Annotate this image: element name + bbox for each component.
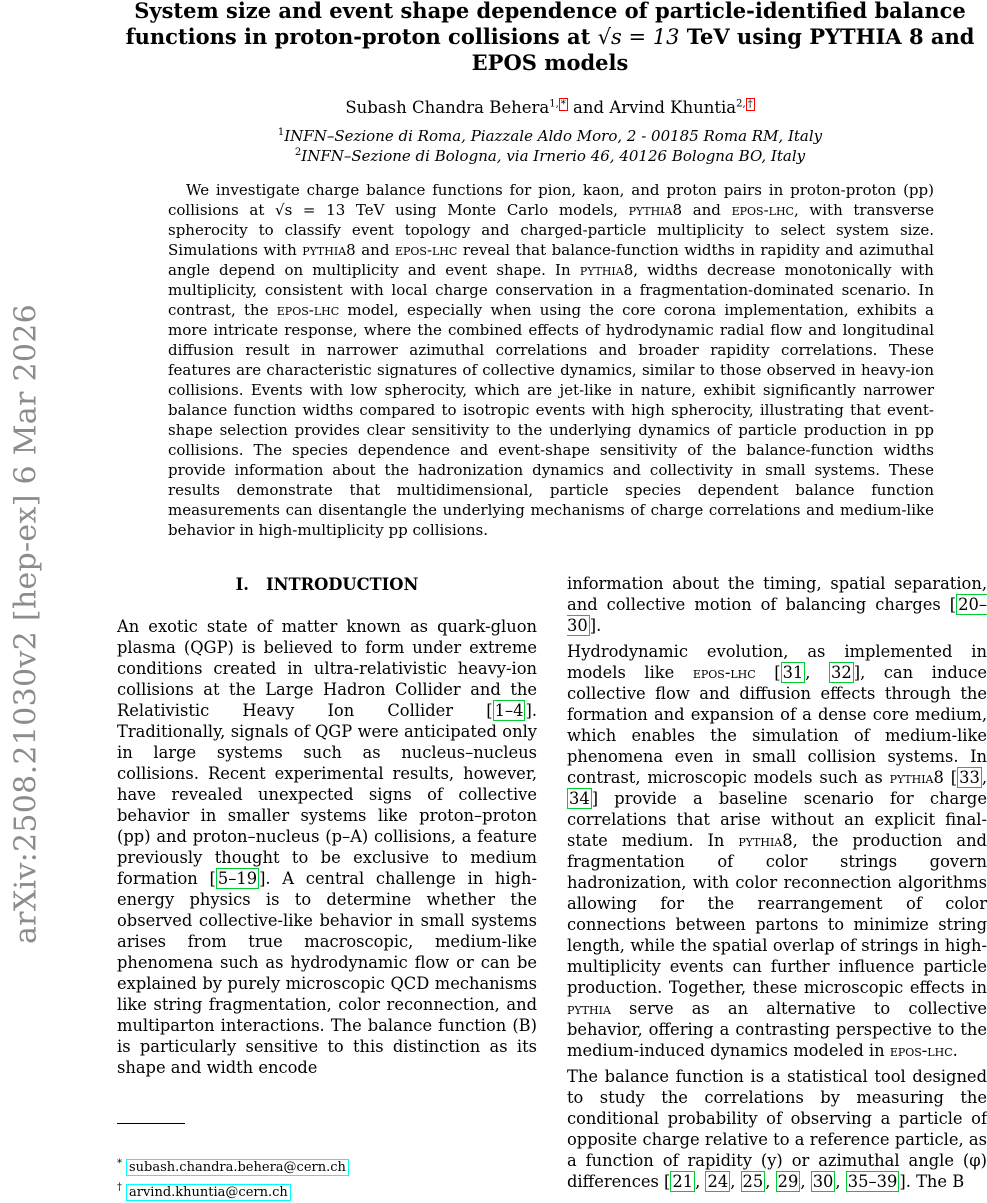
column-left xyxy=(117,574,537,1078)
citation-link[interactable]: 1–4 xyxy=(494,701,524,720)
footnote-1: * subash.chandra.behera@cern.ch xyxy=(117,1154,349,1178)
email-link-1[interactable]: subash.chandra.behera@cern.ch xyxy=(126,1159,349,1176)
title-line-3: EPOS models xyxy=(471,50,629,75)
footnotes xyxy=(117,1154,349,1203)
email-link-2[interactable]: arvind.khuntia@cern.ch xyxy=(126,1184,291,1201)
arxiv-sidebar xyxy=(0,0,52,980)
intro-paragraph-1: An exotic state of matter known as quark-gluon plasma (QGP) is believed to form under extreme conditions created in ultra-relativistic heavy-ion collisions at the Large Hadron Collider and the Relativistic Heavy Ion Collider [ 1–4 ]. Traditionally, signals of QGP were anticipated only in large systems such as nucleus–nucleus collisions. Recent experimental results, however, have revealed unexpected signs of collective behavior in smaller systems like proton–proton (pp) and proton–nucleus (p–A) collisions, a feature previously thought to be exclusive to medium formation [ 5–19 ]. A central challenge in high-energy physics is to determine whether the observed collective-like behavior in small systems arises from true macroscopic, medium-like phenomena such as hydrodynamic flow or can be explained by purely microscopic QCD mechanisms like string fragmentation, color reconnection, and multiparton interactions. The balance function (B) is particularly sensitive to this distinction as its shape and width encode xyxy=(117,617,538,1077)
affiliation-1: $^1$INFN–Sezione di Roma, Piazzale Aldo Moro, 2 - 00185 Roma RM, Italy xyxy=(277,127,823,145)
citation-link[interactable]: 33 xyxy=(959,768,980,787)
title-line-2: functions in proton-proton collisions at √s = 13 TeV using PYTHIA 8 and xyxy=(125,24,975,49)
column-right xyxy=(567,573,987,1192)
citation-link[interactable]: 21 xyxy=(672,1172,694,1191)
intro-paragraph-3: The balance function is a statistical tool designed to study the correlations by measuring the conditional probability of observing a particle of opposite charge relative to a reference particle, as a function of rapidity (y) or azimuthal angle (φ) differences [ 21 , 24 , 25 , 29 , 30 , 35–39 ]. The B xyxy=(567,1067,987,1191)
author-2: Arvind Khuntia xyxy=(609,98,737,117)
section-heading: I. INTRODUCTION xyxy=(235,575,419,594)
intro-paragraph-continued: information about the timing, spatial separation, and collective motion of balancing charges [ 20–30 ]. xyxy=(567,574,987,635)
citation-link[interactable]: 20–30 xyxy=(567,595,987,635)
citation-link[interactable]: 35–39 xyxy=(847,1172,898,1191)
abstract: We investigate charge balance functions for pion, kaon, and proton pairs in proton-proton (pp) collisions at √s = 13 TeV using Monte Carlo models, pythia8 and epos-lhc, with transverse spherocity to classify event topology and charged-particle multiplicity to select system size. Simulations with pythia8 and epos-lhc reveal that balance-function widths in rapidity and azimuthal angle depend on multiplicity and event shape. In pythia8, widths decrease monotonically with multiplicity, consistent with local charge conservation in a fragmentation-dominated scenario. In contrast, the epos-lhc model, especially when using the core corona implementation, exhibits a more intricate response, where the combined effects of hydrodynamic radial flow and longitudinal diffusion result in narrower azimuthal correlations and broader rapidity correlations. These features are characteristic signatures of collective dynamics, similar to those observed in heavy-ion collisions. Events with low spherocity, which are jet-like in nature, exhibit significantly narrower balance function widths compared to isotropic events with high spherocity, illustrating that event-shape selection provides clear sensitivity to the underlying dynamics of particle production in pp collisions. The species dependence and event-shape sensitivity of the balance-function widths provide information about the hadronization dynamics and collectivity in small systems. These results demonstrate that multidimensional, particle species dependent balance function measurements can disentangle the underlying mechanisms of charge correlations and medium-like behavior in high-multiplicity pp collisions. xyxy=(168,181,935,539)
citation-link[interactable]: 25 xyxy=(742,1172,764,1191)
arxiv-identifier: arXiv:2508.21030v2 [hep-ex] 6 Mar 2026 xyxy=(8,303,44,945)
footnote-divider xyxy=(117,1123,185,1124)
footnote-link-2[interactable]: † xyxy=(747,98,753,110)
paper-title xyxy=(110,0,987,76)
title-line-1: System size and event shape dependence of particle-identified balance xyxy=(134,0,966,23)
affiliation-2: $^2$INFN–Sezione di Bologna, via Irnerio 46, 40126 Bologna BO, Italy xyxy=(294,147,806,165)
footnote-link-1[interactable]: * xyxy=(560,98,566,110)
author-1: Subash Chandra Behera xyxy=(345,98,550,117)
citation-link[interactable]: 30 xyxy=(812,1172,834,1191)
footnote-2: † arvind.khuntia@cern.ch xyxy=(117,1178,349,1202)
author-list: Subash Chandra Behera$^{1,}$ * and Arvind Khuntia$^{2,}$ † xyxy=(345,98,753,117)
citation-link[interactable]: 32 xyxy=(831,663,852,682)
citation-link[interactable]: 29 xyxy=(777,1172,799,1191)
citation-link[interactable]: 34 xyxy=(569,789,590,808)
citation-link[interactable]: 31 xyxy=(782,663,804,682)
citation-link[interactable]: 24 xyxy=(707,1172,729,1191)
intro-paragraph-2: Hydrodynamic evolution, as implemented in models like epos-lhc [ 31 , 32 ], can induce collective flow and diffusion effects through the formation and expansion of a dense core medium, which enables the simulation of medium-like phenomena even in small collision systems. In contrast, microscopic models such as pythia8 [ 33 , 34 ] provide a baseline scenario for charge correlations that arise without an explicit final-state medium. In pythia8, the production and fragmentation of color strings govern hadronization, with color reconnection algorithms allowing for the rearrangement of color connections between partons to minimize string length, while the spatial overlap of strings in high-multiplicity events can further influence particle production. Together, these microscopic effects in pythia serve as an alternative to collective behavior, offering a contrasting perspective to the medium-induced dynamics modeled in epos-lhc. xyxy=(567,642,987,1060)
sqrt-s-expression: √s = 13 xyxy=(597,25,680,49)
citation-link[interactable]: 5–19 xyxy=(217,869,258,888)
